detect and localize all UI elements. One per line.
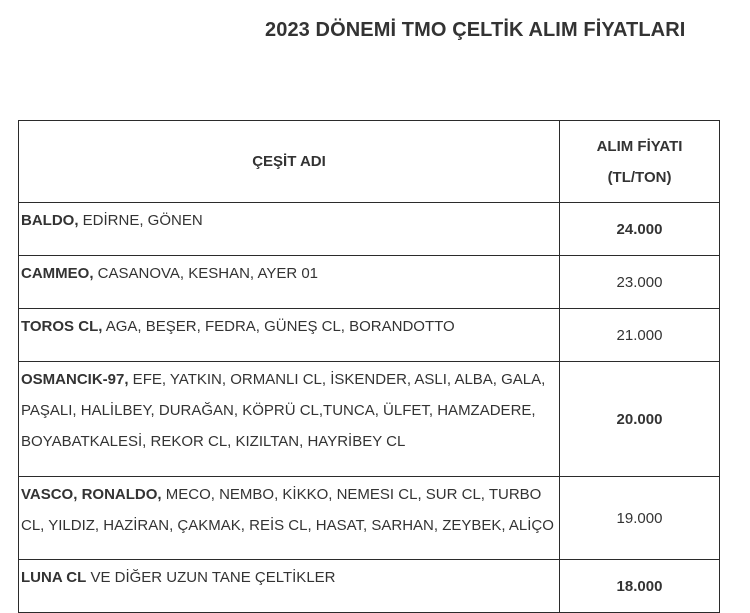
variety-rest: VE DİĞER UZUN TANE ÇELTİKLER xyxy=(86,569,336,586)
variety-lead: TOROS CL, xyxy=(21,318,103,335)
column-header-price-line2: (TL/TON) xyxy=(607,168,672,186)
variety-lead: VASCO, RONALDO, xyxy=(21,486,162,503)
price-table xyxy=(18,120,720,613)
variety-rest: MECO, NEMBO, KİKKO, NEMESI CL, SUR CL, TURBO CL, YILDIZ, HAZİRAN, ÇAKMAK, REİS CL, HASAT, SARHAN, ZEYBEK, ALİÇO xyxy=(21,486,554,534)
variety-rest: EFE, YATKIN, ORMANLI CL, İSKENDER, ASLI, ALBA, GALA, PAŞALI, HALİLBEY, DURAĞAN, KÖPRÜ CL,TUNCA, ÜLFET, HAMZADERE, BOYABATKALESİ, REKOR CL, KIZILTAN, HAYRİBEY CL xyxy=(21,371,546,450)
variety-lead: OSMANCIK-97, xyxy=(21,371,129,388)
table-header-row xyxy=(19,121,720,203)
price-cell: 23.000 xyxy=(560,256,720,309)
table-row xyxy=(19,309,720,362)
column-header-name: ÇEŞİT ADI xyxy=(19,121,560,203)
variety-cell xyxy=(19,477,560,560)
price-cell: 24.000 xyxy=(560,203,720,256)
table-row xyxy=(19,477,720,560)
table-row xyxy=(19,560,720,613)
price-cell: 20.000 xyxy=(560,362,720,477)
variety-lead: LUNA CL xyxy=(21,569,87,586)
variety-lead: CAMMEO, xyxy=(21,265,94,282)
price-cell: 21.000 xyxy=(560,309,720,362)
variety-lead: BALDO, xyxy=(21,212,79,229)
column-header-price xyxy=(560,121,720,203)
price-cell: 19.000 xyxy=(560,477,720,560)
column-header-price-line1: ALIM FİYATI xyxy=(596,137,683,155)
variety-cell xyxy=(19,560,560,613)
page-title: 2023 DÖNEMİ TMO ÇELTİK ALIM FİYATLARI xyxy=(265,19,686,41)
price-cell: 18.000 xyxy=(560,560,720,613)
variety-rest: EDİRNE, GÖNEN xyxy=(78,212,203,229)
variety-cell xyxy=(19,203,560,256)
variety-rest: CASANOVA, KESHAN, AYER 01 xyxy=(93,265,319,282)
variety-cell xyxy=(19,309,560,362)
table-row xyxy=(19,362,720,477)
variety-cell xyxy=(19,256,560,309)
variety-cell xyxy=(19,362,560,477)
table-row xyxy=(19,203,720,256)
table-row xyxy=(19,256,720,309)
variety-rest: AGA, BEŞER, FEDRA, GÜNEŞ CL, BORANDOTTO xyxy=(102,318,455,335)
